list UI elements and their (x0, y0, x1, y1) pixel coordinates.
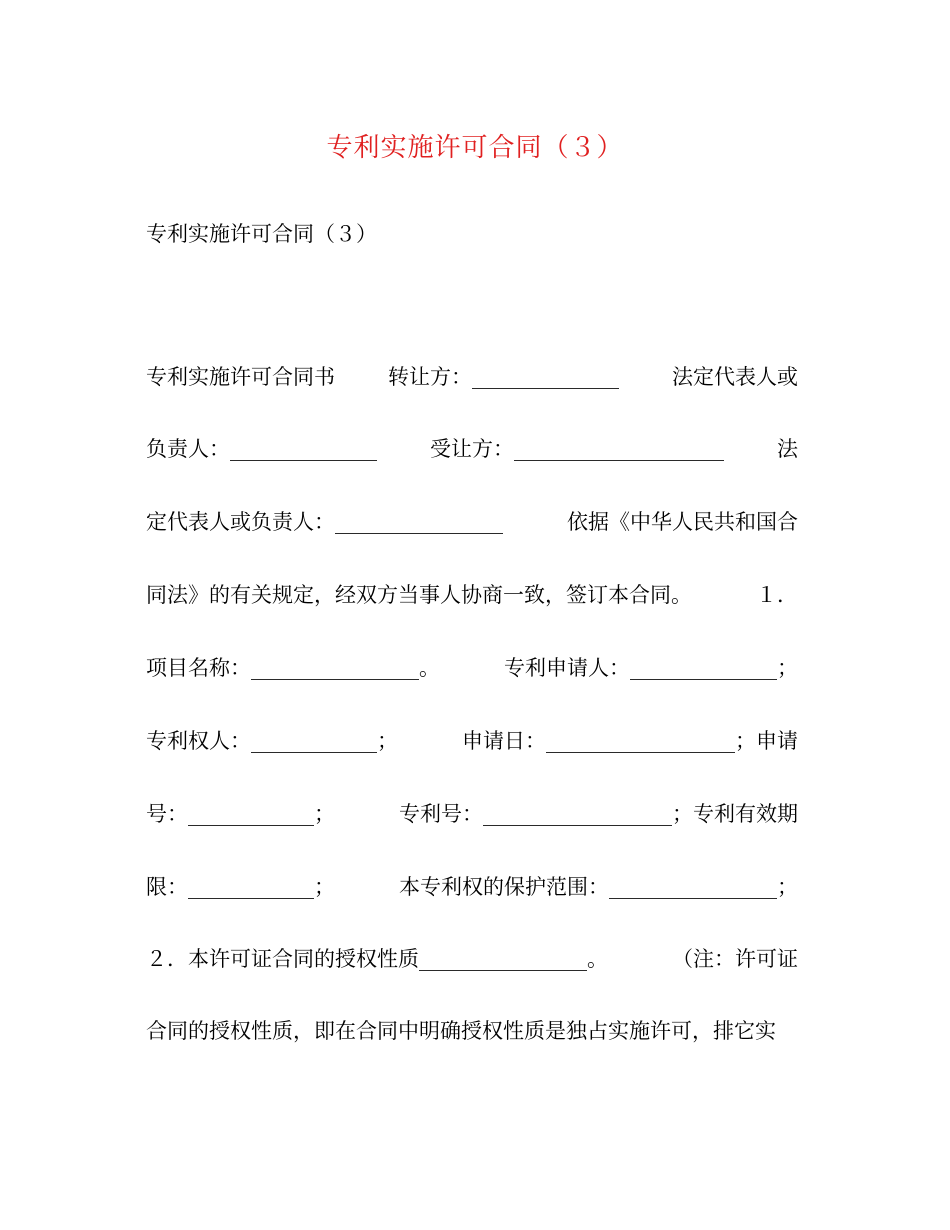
body-line-8 (146, 870, 798, 904)
body-line-5 (146, 651, 798, 685)
line-2-segment-2: 受让方：____________________ (430, 437, 724, 461)
line-10-segment-1: 合同的授权性质，即在合同中明确授权性质是独占实施许可，排它实 (146, 1019, 776, 1043)
body-line-3 (146, 505, 798, 539)
line-2-segment-1: 负责人：______________ (146, 437, 377, 461)
document-title: 专利实施许可合同（３） (326, 133, 624, 163)
line-4-segment-1: 同法》的有关规定，经双方当事人协商一致，签订本合同。 (146, 583, 692, 607)
document-subtitle: 专利实施许可合同（３） (146, 222, 377, 246)
line-2-segment-3: 法 (777, 437, 798, 461)
line-9-segment-1: ２．本许可证合同的授权性质________________。 (146, 947, 608, 971)
body-line-4 (146, 578, 798, 612)
line-7-segment-2: 专利号：__________________；专利有效期 (399, 802, 798, 826)
line-1-segment-3: 法定代表人或 (672, 365, 798, 389)
line-3-segment-2: 依据《中华人民共和国合 (567, 510, 798, 534)
line-1-segment-1: 专利实施许可合同书 (146, 365, 335, 389)
line-4-segment-2: １． (756, 583, 798, 607)
line-5-segment-2: 专利申请人：______________； (504, 656, 798, 680)
line-5-segment-1: 项目名称：________________。 (146, 656, 440, 680)
line-6-segment-1: 专利权人：____________； (146, 729, 398, 753)
line-8-segment-2: 本专利权的保护范围：________________； (399, 875, 798, 899)
body-line-7 (146, 797, 798, 831)
body-line-2 (146, 432, 798, 466)
line-8-segment-1: 限：____________； (146, 875, 335, 899)
body-line-10 (146, 1014, 798, 1048)
body-line-1 (146, 360, 798, 394)
line-6-segment-2: 申请日：__________________；申请 (462, 729, 798, 753)
line-1-segment-2: 转让方：______________ (388, 365, 619, 389)
line-9-segment-2: （注：许可证 (672, 947, 798, 971)
body-line-6 (146, 724, 798, 758)
body-line-9 (146, 942, 798, 976)
line-7-segment-1: 号：____________； (146, 802, 335, 826)
line-3-segment-1: 定代表人或负责人：________________ (146, 510, 503, 534)
